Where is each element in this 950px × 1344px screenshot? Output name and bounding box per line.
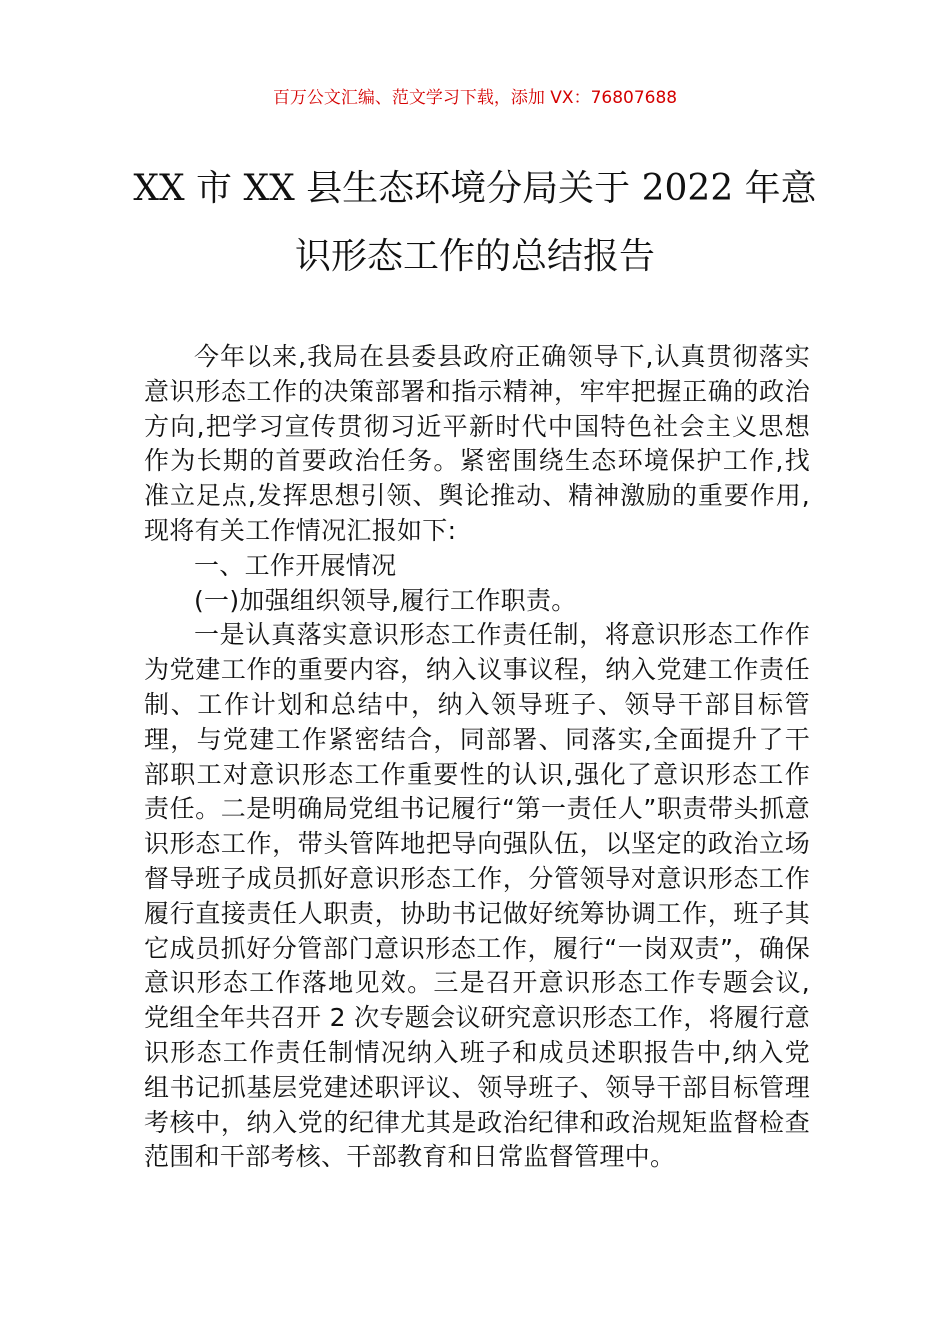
title-line-1: XX 市 XX 县生态环境分局关于 2022 年意 <box>133 168 817 209</box>
header-watermark-note: 百万公文汇编、范文学习下载，添加 VX：76807688 <box>272 88 678 108</box>
document-body <box>144 340 810 1175</box>
subsection-heading: (一)加强组织领导,履行工作职责。 <box>194 585 577 615</box>
document-title <box>120 168 830 308</box>
body-paragraph: 一是认真落实意识形态工作责任制，将意识形态工作作为党建工作的重要内容，纳入议事议程，纳入党建工作责任制、工作计划和总结中，纳入领导班子、领导干部目标管理，与党建工作紧密结合，同部署、同落实,全面提升了干部职工对意识形态工作重要性的认识,强化了意识形态工作责任。二是明确局党组书记履行“第一责任人”职责带头抓意识形态工作，带头管阵地把导向强队伍，以坚定的政治立场督导班子成员抓好意识形态工作，分管领导对意识形态工作履行直接责任人职责，协助书记做好统筹协调工作，班子其它成员抓好分管部门意识形态工作，履行“一岗双责”，确保意识形态工作落地见效。三是召开意识形态工作专题会议,党组全年共召开 2 次专题会议研究意识形态工作，将履行意识形态工作责任制情况纳入班子和成员述职报告中,纳入党组书记抓基层党建述职评议、领导班子、领导干部目标管理考核中，纳入党的纪律尤其是政治纪律和政治规矩监督检查范围和干部考核、干部教育和日常监督管理中。 <box>144 620 810 1172</box>
intro-paragraph: 今年以来,我局在县委县政府正确领导下,认真贯彻落实意识形态工作的决策部署和指示精神，牢牢把握正确的政治方向,把学习宣传贯彻习近平新时代中国特色社会主义思想作为长期的首要政治任务。紧密围绕生态环境保护工作,找准立足点,发挥思想引领、舆论推动、精神激励的重要作用,现将有关工作情况汇报如下: <box>144 342 810 545</box>
section-heading: 一、工作开展情况 <box>194 550 397 580</box>
title-line-2: 识形态工作的总结报告 <box>294 236 655 277</box>
